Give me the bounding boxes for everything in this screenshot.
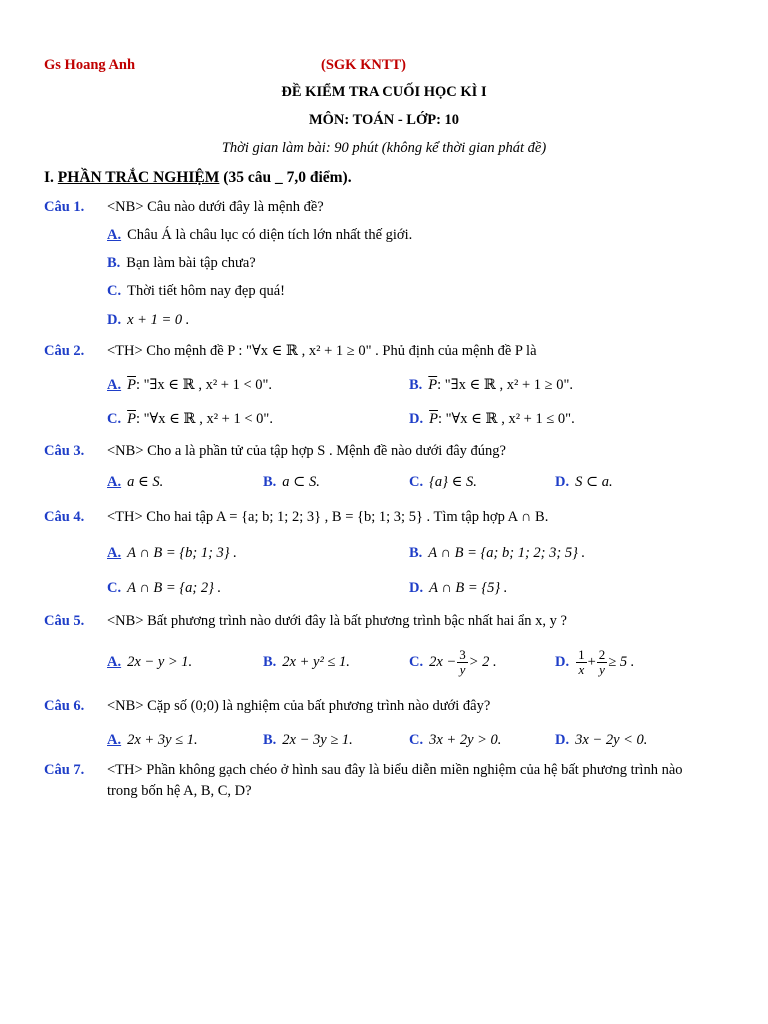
fraction: $\frac{2}{y}$ — [598, 647, 606, 678]
exam-time: Thời gian làm bài: 90 phút (không kể thời gian phát đề) — [221, 140, 547, 156]
q6-option-c: C. 3x + 2y > 0. — [409, 732, 502, 748]
q4-option-b: B. A ∩ B = {a; b; 1; 2; 3; 5} . — [409, 545, 586, 561]
question-2-text: <TH> Cho mệnh đề P : "∀x ∈ ℝ , x² + 1 ≥ 0" . Phủ định của mệnh đề P là — [107, 343, 537, 359]
question-6-text: <NB> Cặp số (0;0) là nghiệm của bất phương trình nào dưới đây? — [107, 698, 491, 714]
q2-option-b: B. $\overline{P}$: "∃x ∈ ℝ , x² + 1 ≥ 0". — [409, 377, 574, 393]
section-info: (35 câu _ 7,0 điểm). — [223, 169, 352, 186]
question-5-text: <NB> Bất phương trình nào dưới đây là bất phương trình bậc nhất hai ẩn x, y ? — [107, 613, 567, 629]
negation-symbol: $\overline{P}$ — [127, 377, 136, 393]
q5-option-c: C. 2x − $\frac{3}{y}$ > 2 . — [409, 647, 497, 678]
q3-option-c: C. {a} ∈ S. — [409, 474, 477, 490]
question-2-label: Câu 2. — [44, 343, 85, 359]
exam-title: ĐỀ KIỂM TRA CUỐI HỌC KÌ I — [281, 84, 487, 100]
question-1-text: <NB> Câu nào dưới đây là mệnh đề? — [107, 199, 324, 215]
q4-option-a: A. A ∩ B = {b; 1; 3} . — [107, 545, 237, 561]
q5-option-b: B. 2x + y² ≤ 1. — [263, 654, 350, 670]
q4-option-c: C. A ∩ B = {a; 2} . — [107, 580, 222, 596]
q3-option-d: D. S ⊂ a. — [555, 474, 613, 490]
negation-symbol: $\overline{P}$ — [429, 411, 438, 427]
question-4-text: <TH> Cho hai tập A = {a; b; 1; 2; 3} , B = {b; 1; 3; 5} . Tìm tập hợp A ∩ B. — [107, 509, 549, 525]
question-3-label: Câu 3. — [44, 443, 85, 459]
q6-option-b: B. 2x − 3y ≥ 1. — [263, 732, 353, 748]
q2-option-d: D. $\overline{P}$: "∀x ∈ ℝ , x² + 1 ≤ 0". — [409, 411, 575, 427]
question-1-label: Câu 1. — [44, 199, 85, 215]
exam-subject: MÔN: TOÁN - LỚP: 10 — [308, 112, 460, 128]
q6-option-d: D. 3x − 2y < 0. — [555, 732, 648, 748]
q3-option-b: B. a ⊂ S. — [263, 474, 320, 490]
question-5-label: Câu 5. — [44, 613, 85, 629]
q1-option-b: B. Bạn làm bài tập chưa? — [107, 255, 256, 271]
q2-option-a: A. $\overline{P}$: "∃x ∈ ℝ , x² + 1 < 0". — [107, 377, 273, 393]
q6-option-a: A. 2x + 3y ≤ 1. — [107, 732, 198, 748]
question-3-text: <NB> Cho a là phần tử của tập hợp S . Mệnh đề nào dưới đây đúng? — [107, 443, 506, 459]
section-number: I. — [44, 169, 54, 186]
question-7-label: Câu 7. — [44, 762, 85, 778]
section-heading — [44, 169, 352, 187]
q1-option-c: C. Thời tiết hôm nay đẹp quá! — [107, 283, 285, 299]
q1-option-a: A. Châu Á là châu lục có diện tích lớn nhất thế giới. — [107, 227, 413, 243]
negation-symbol: $\overline{P}$ — [428, 377, 438, 393]
question-4-label: Câu 4. — [44, 509, 85, 525]
q2-option-c: C. $\overline{P}$: "∀x ∈ ℝ , x² + 1 < 0". — [107, 411, 273, 427]
textbook-source: (SGK KNTT) — [321, 57, 406, 73]
q4-option-d: D. A ∩ B = {5} . — [409, 580, 508, 596]
q1-option-d: D. x + 1 = 0 . — [107, 312, 190, 328]
question-7-text-line2: trong bốn hệ A, B, C, D? — [107, 783, 252, 799]
q5-option-d: D. $\frac{1}{x}$ + $\frac{2}{y}$ ≥ 5 . — [555, 647, 635, 678]
fraction: $\frac{1}{x}$ — [578, 647, 585, 678]
section-name: PHẦN TRẮC NGHIỆM — [57, 169, 220, 186]
q5-option-a: A. 2x − y > 1. — [107, 654, 193, 670]
negation-symbol: $\overline{P}$ — [127, 411, 136, 427]
fraction: $\frac{3}{y}$ — [459, 647, 466, 678]
author-name: Gs Hoang Anh — [44, 57, 136, 73]
question-7-text: <TH> Phần không gạch chéo ở hình sau đây là biểu diễn miền nghiệm của hệ bất phương trình nào — [107, 762, 683, 778]
q3-option-a: A. a ∈ S. — [107, 474, 164, 490]
question-6-label: Câu 6. — [44, 698, 85, 714]
